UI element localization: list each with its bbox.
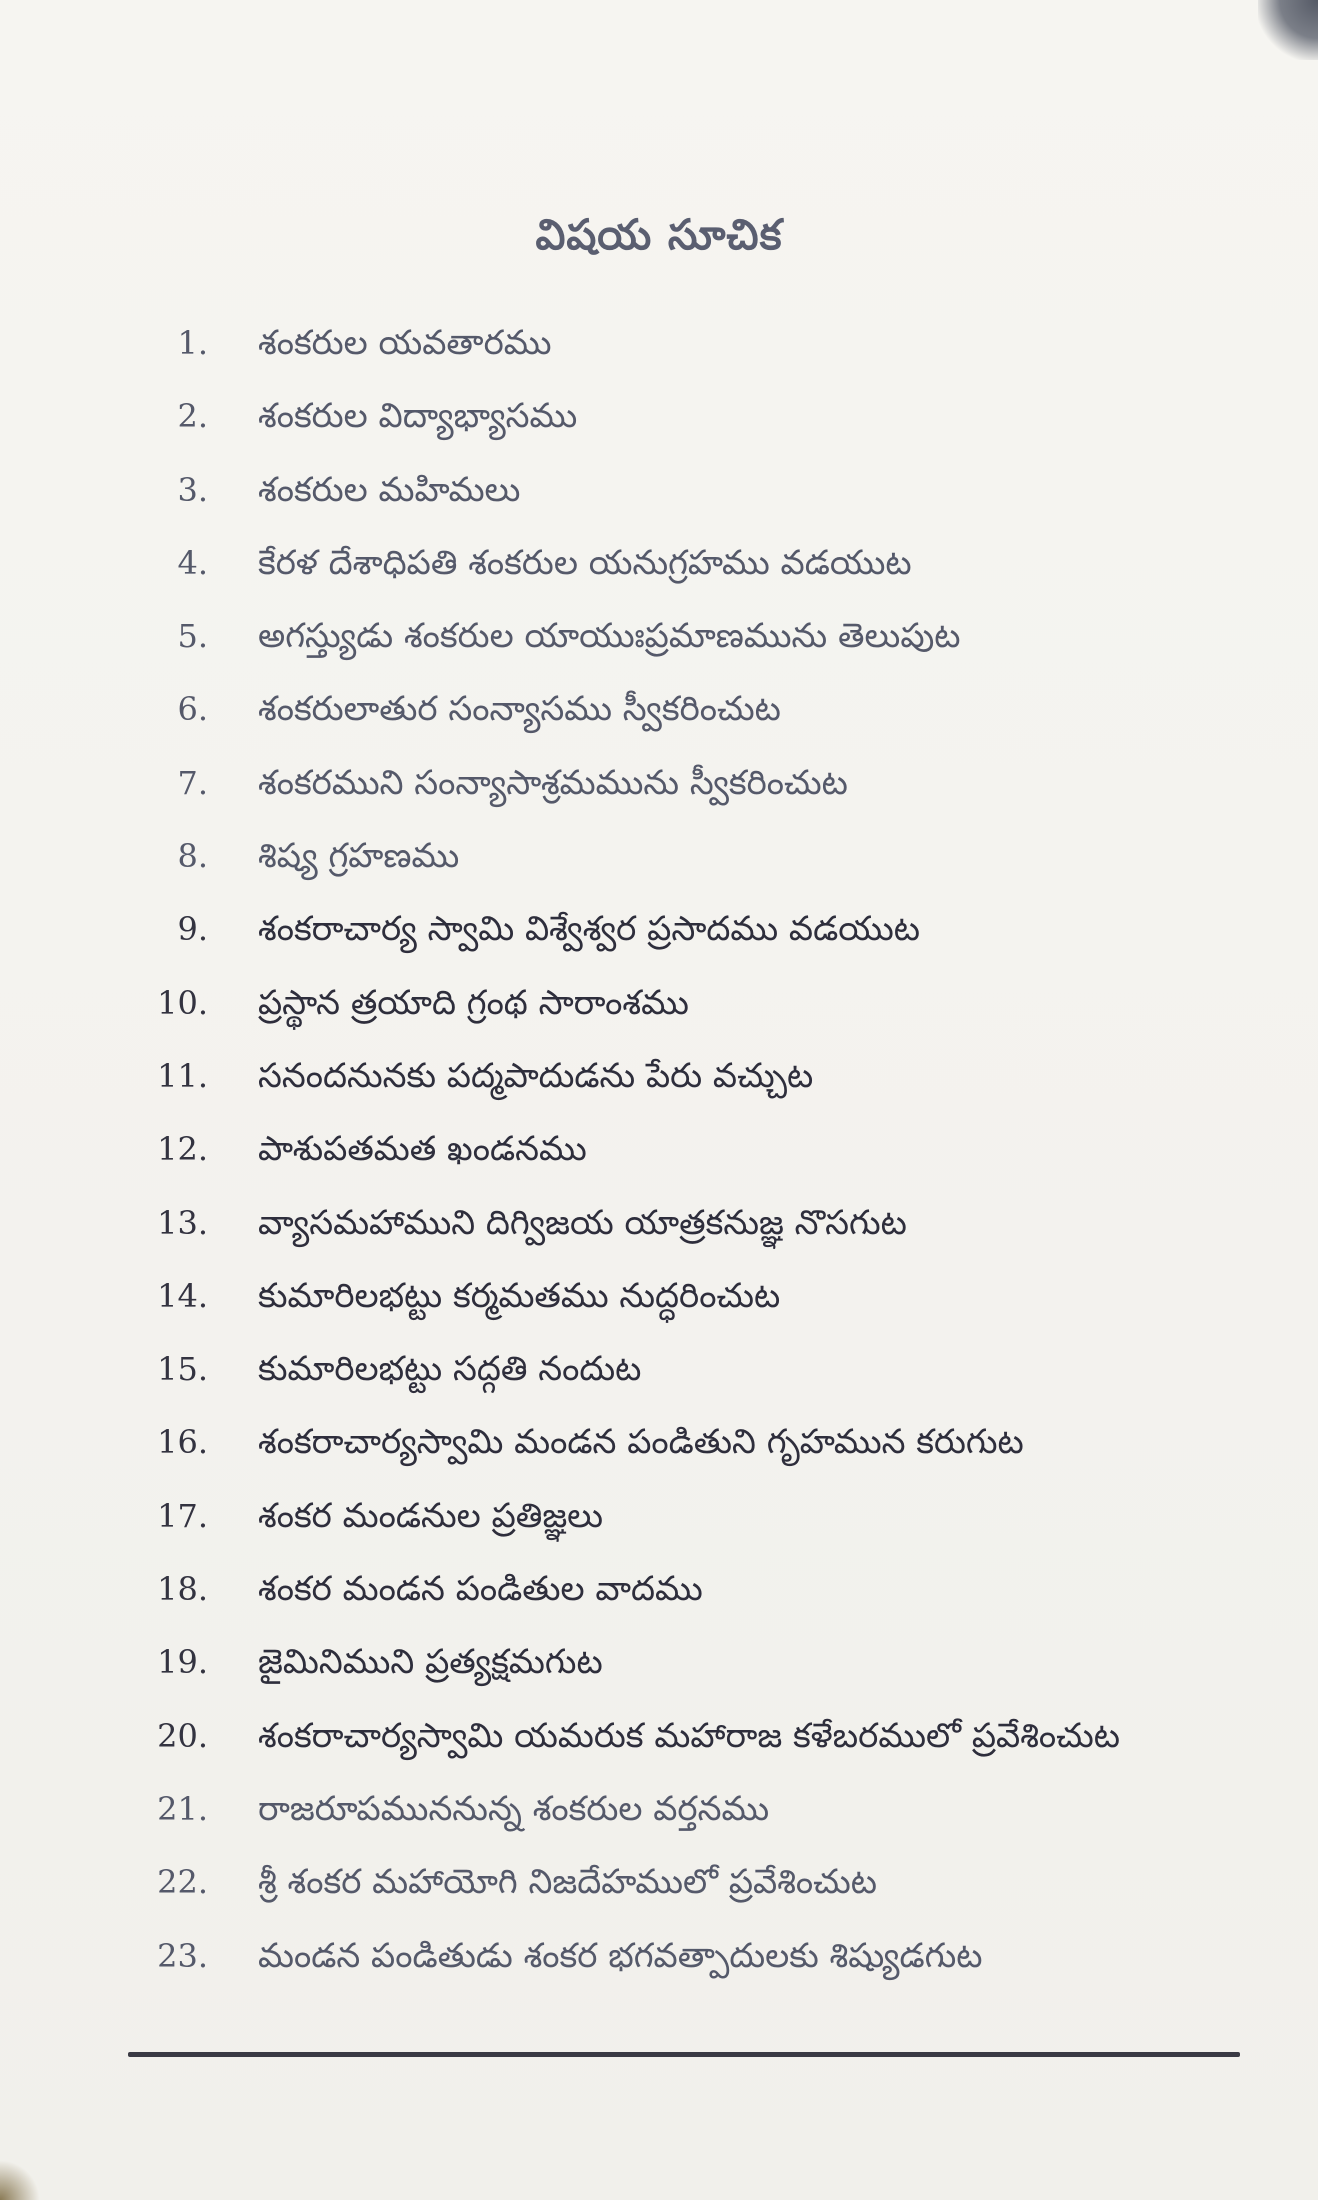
toc-item-title: రాజరూపముననున్న శంకరుల వర్తనము [258, 1788, 770, 1829]
toc-item-title: శంకర మండనుల ప్రతిజ్ఞలు [258, 1495, 604, 1536]
toc-item-number: 11. [157, 1056, 208, 1095]
toc-item [0, 1124, 1318, 1197]
toc-item-number: 17. [157, 1496, 208, 1535]
toc-item-number: 15. [157, 1350, 208, 1389]
toc-item-number: 20. [157, 1716, 208, 1755]
toc-item-number: 9. [177, 910, 208, 949]
toc-item-title: శంకరులాతుర సంన్యాసము స్వీకరించుట [258, 689, 781, 730]
toc-item [0, 1198, 1318, 1271]
toc-item [0, 978, 1318, 1051]
page-corner-shadow [1258, 0, 1318, 60]
toc-item [0, 1564, 1318, 1637]
toc-item-number: 4. [177, 543, 208, 582]
toc-item-number: 14. [157, 1276, 208, 1315]
toc-item-number: 10. [157, 983, 208, 1022]
toc-item [0, 465, 1318, 538]
toc-item-number: 1. [177, 324, 208, 362]
page-corner-stain [0, 2160, 40, 2200]
toc-item [0, 1711, 1318, 1784]
toc-item [0, 831, 1318, 904]
toc-item-number: 3. [177, 470, 208, 509]
toc-item-number: 23. [157, 1936, 208, 1975]
toc-item-number: 16. [157, 1423, 208, 1462]
toc-item-title: పాశుపతమత ఖండనము [258, 1129, 587, 1170]
toc-item [0, 1051, 1318, 1124]
toc-item-number: 19. [157, 1643, 208, 1682]
toc-item-title: కుమారిలభట్టు సద్గతి నందుట [258, 1349, 642, 1390]
toc-item-number: 12. [157, 1130, 208, 1169]
toc-item-title: శంకరాచార్యస్వామి యమరుక మహారాజ కళేబరములో ప్రవేశించుట [258, 1715, 1120, 1756]
toc-item-title: శంకరుల మహిమలు [258, 469, 521, 510]
toc-item [0, 1931, 1318, 2004]
toc-item-number: 22. [157, 1863, 208, 1902]
toc-item [0, 611, 1318, 684]
toc-item-number: 13. [157, 1203, 208, 1242]
toc-item-title: శంకర మండన పండితుల వాదము [258, 1569, 703, 1610]
toc-item-title: శంకరుల యవతారము [258, 323, 552, 363]
toc-item-number: 18. [157, 1570, 208, 1609]
toc-item [0, 1637, 1318, 1710]
toc-item-title: కేరళ దేశాధిపతి శంకరుల యనుగ్రహము వడయుట [258, 542, 912, 583]
toc-item-title: జైమినిముని ప్రత్యక్షమగుట [258, 1642, 603, 1683]
toc-item-title: శంకరుల విద్యాభ్యాసము [258, 396, 578, 437]
toc-item-title: సనందనునకు పద్మపాదుడను పేరు వచ్చుట [258, 1055, 814, 1096]
toc-item [0, 1271, 1318, 1344]
toc-item [0, 758, 1318, 831]
toc-item-title: శంకరాచార్య స్వామి విశ్వేశ్వర ప్రసాదము వడయుట [258, 909, 920, 950]
toc-item [0, 391, 1318, 464]
toc-item-title: కుమారిలభట్టు కర్మమతము నుద్ధరించుట [258, 1275, 781, 1316]
toc-item-title: శంకరముని సంన్యాసాశ్రమమును స్వీకరించుట [258, 762, 848, 803]
toc-item [0, 684, 1318, 757]
toc-item [0, 538, 1318, 611]
bottom-rule-divider [128, 2052, 1240, 2057]
toc-item-number: 21. [157, 1789, 208, 1828]
toc-item-title: శంకరాచార్యస్వామి మండన పండితుని గృహమున కరుగుట [258, 1422, 1024, 1463]
toc-item-number: 2. [177, 397, 208, 436]
toc-item [0, 1491, 1318, 1564]
toc-item [0, 318, 1318, 391]
toc-item-number: 5. [177, 617, 208, 656]
toc-item [0, 1344, 1318, 1417]
toc-item-title: మండన పండితుడు శంకర భగవత్పాదులకు శిష్యుడగుట [258, 1935, 983, 1976]
toc-item-title: వ్యాసమహాముని దిగ్విజయ యాత్రకనుజ్ఞ నొసగుట [258, 1202, 907, 1243]
table-of-contents [0, 318, 1318, 2004]
page-title: విషయ సూచిక [535, 210, 783, 260]
toc-item-title: శిష్య గ్రహణము [258, 836, 460, 877]
toc-item-title: శ్రీ శంకర మహాయోగి నిజదేహములో ప్రవేశించుట [258, 1862, 877, 1903]
toc-item-number: 8. [177, 837, 208, 876]
toc-item [0, 904, 1318, 977]
toc-item-title: ప్రస్థాన త్రయాది గ్రంథ సారాంశము [258, 982, 689, 1023]
toc-item-number: 7. [177, 763, 208, 802]
toc-item [0, 1417, 1318, 1490]
toc-item [0, 1784, 1318, 1857]
toc-item-title: అగస్త్యుడు శంకరుల యాయుఃప్రమాణమును తెలుపుట [258, 616, 961, 657]
toc-item [0, 1857, 1318, 1930]
toc-item-number: 6. [177, 690, 208, 729]
